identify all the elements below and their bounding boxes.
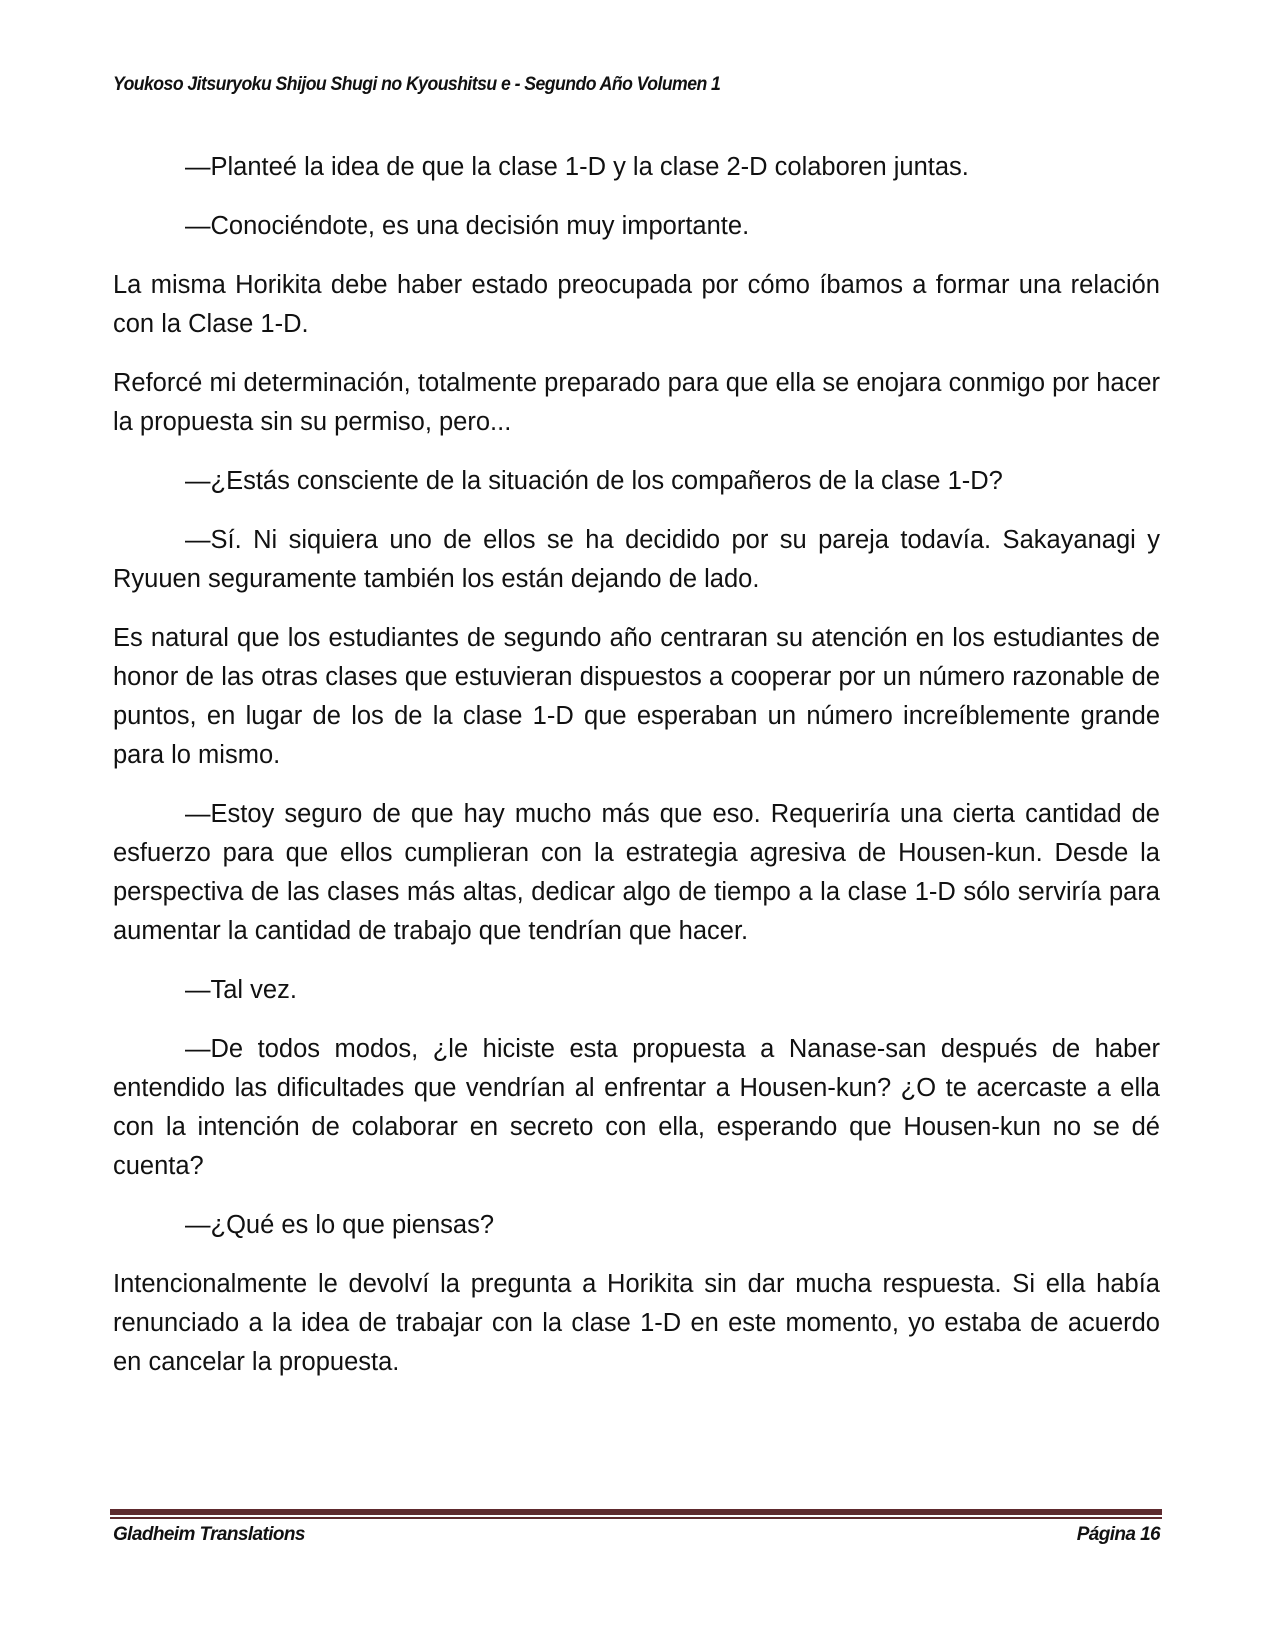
paragraph: La misma Horikita debe haber estado preocupada por cómo íbamos a formar una relación con la Clase 1-D.	[113, 271, 1160, 338]
paragraph: —¿Estás consciente de la situación de los compañeros de la clase 1-D?	[185, 467, 1003, 495]
paragraph: —Conociéndote, es una decisión muy importante.	[185, 212, 750, 240]
running-header: Youkoso Jitsuryoku Shijou Shugi no Kyoushitsu e - Segundo Año Volumen 1	[113, 74, 721, 95]
paragraph: Intencionalmente le devolví la pregunta a Horikita sin dar mucha respuesta. Si ella había renunciado a la idea de trabajar con la clase 1-D en este momento, yo estaba de acuerdo en cancelar la propuesta.	[113, 1270, 1160, 1376]
page-body	[113, 148, 1160, 1402]
paragraph: —Estoy seguro de que hay mucho más que eso. Requeriría una cierta cantidad de esfuerzo para que ellos cumplieran con la estrategia agresiva de Housen-kun. Desde la perspectiva de las clases más altas, dedicar algo de tiempo a la clase 1-D sólo serviría para aumentar la cantidad de trabajo que tendrían que hacer.	[113, 800, 1160, 945]
paragraph: —Planteé la idea de que la clase 1-D y la clase 2-D colaboren juntas.	[185, 153, 969, 181]
paragraph: Es natural que los estudiantes de segundo año centraran su atención en los estudiantes de honor de las otras clases que estuvieran dispuestos a cooperar por un número razonable de puntos, en lugar de los de la clase 1-D que esperaban un número increíblemente grande para lo mismo.	[113, 624, 1160, 769]
paragraph: Reforcé mi determinación, totalmente preparado para que ella se enojara conmigo por hacer la propuesta sin su permiso, pero...	[113, 369, 1160, 436]
page-number: Página 16	[1076, 1524, 1160, 1545]
paragraph: —Tal vez.	[185, 976, 297, 1004]
paragraph: —De todos modos, ¿le hiciste esta propuesta a Nanase-san después de haber entendido las dificultades que vendrían al enfrentar a Housen-kun? ¿O te acercaste a ella con la intención de colaborar en secreto con ella, esperando que Housen-kun no se dé cuenta?	[113, 1035, 1160, 1180]
footer-rule-thin	[110, 1517, 1162, 1519]
paragraph: —¿Qué es lo que piensas?	[185, 1211, 495, 1239]
paragraph: —Sí. Ni siquiera uno de ellos se ha decidido por su pareja todavía. Sakayanagi y Ryuuen seguramente también los están dejando de lado.	[113, 526, 1160, 593]
footer-rule-thick	[110, 1509, 1162, 1515]
footer-credit: Gladheim Translations	[113, 1524, 305, 1545]
